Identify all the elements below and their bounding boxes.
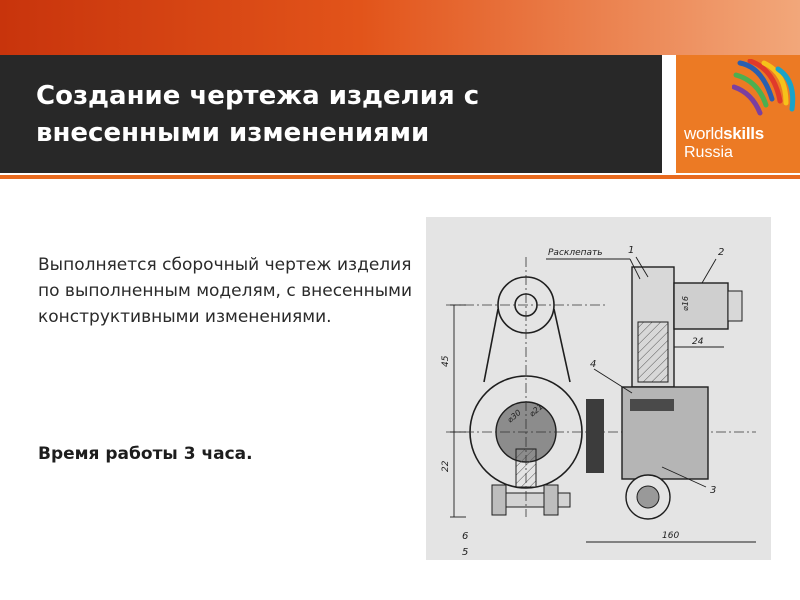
slide-body-text: Выполняется сборочный чертеж изделия по выполненным моделям, с внесенными конструктивными изменениями. (38, 255, 413, 327)
bolt-shank (506, 493, 570, 507)
dimension-overall-length: 160 (662, 531, 680, 541)
bolt-head (492, 485, 506, 515)
callout-note: Расклепать (548, 248, 603, 258)
part-number-3: 3 (710, 485, 717, 496)
dimension-inner-diameter: ⌀30 (505, 407, 523, 425)
pin-collar (728, 291, 742, 321)
part-number-2: 2 (718, 247, 725, 258)
assembly-drawing-svg (426, 217, 771, 560)
dimension-shaft-diameter: ⌀16 (681, 296, 690, 311)
lower-bearing-inner (637, 486, 659, 508)
logo-country: Russia (684, 144, 733, 161)
part-number-1: 1 (628, 245, 635, 256)
worldskills-emblem-icon (732, 59, 800, 129)
top-orange-band (0, 0, 800, 55)
logo-wordmark: worldskills (684, 124, 764, 143)
slide-title: Создание чертежа изделия с внесенными изменениями (36, 81, 480, 148)
work-time-note: Время работы 3 часа. (38, 444, 253, 464)
part-number-6: 6 (462, 531, 469, 542)
part-number-5: 5 (462, 547, 469, 558)
assembly-drawing (426, 217, 771, 560)
dimension-height-lower: 22 (441, 460, 451, 472)
bolt-nut (544, 485, 558, 515)
key-insert (630, 399, 674, 411)
dimension-length-top: 24 (692, 337, 704, 347)
accent-divider (0, 175, 800, 179)
part-number-4: 4 (590, 359, 597, 370)
shaft-housing-hatch (638, 322, 668, 382)
dimension-height-upper: 45 (441, 355, 451, 367)
side-plate (586, 399, 604, 473)
dimension-hole-diameter: ⌀21 (527, 401, 545, 419)
